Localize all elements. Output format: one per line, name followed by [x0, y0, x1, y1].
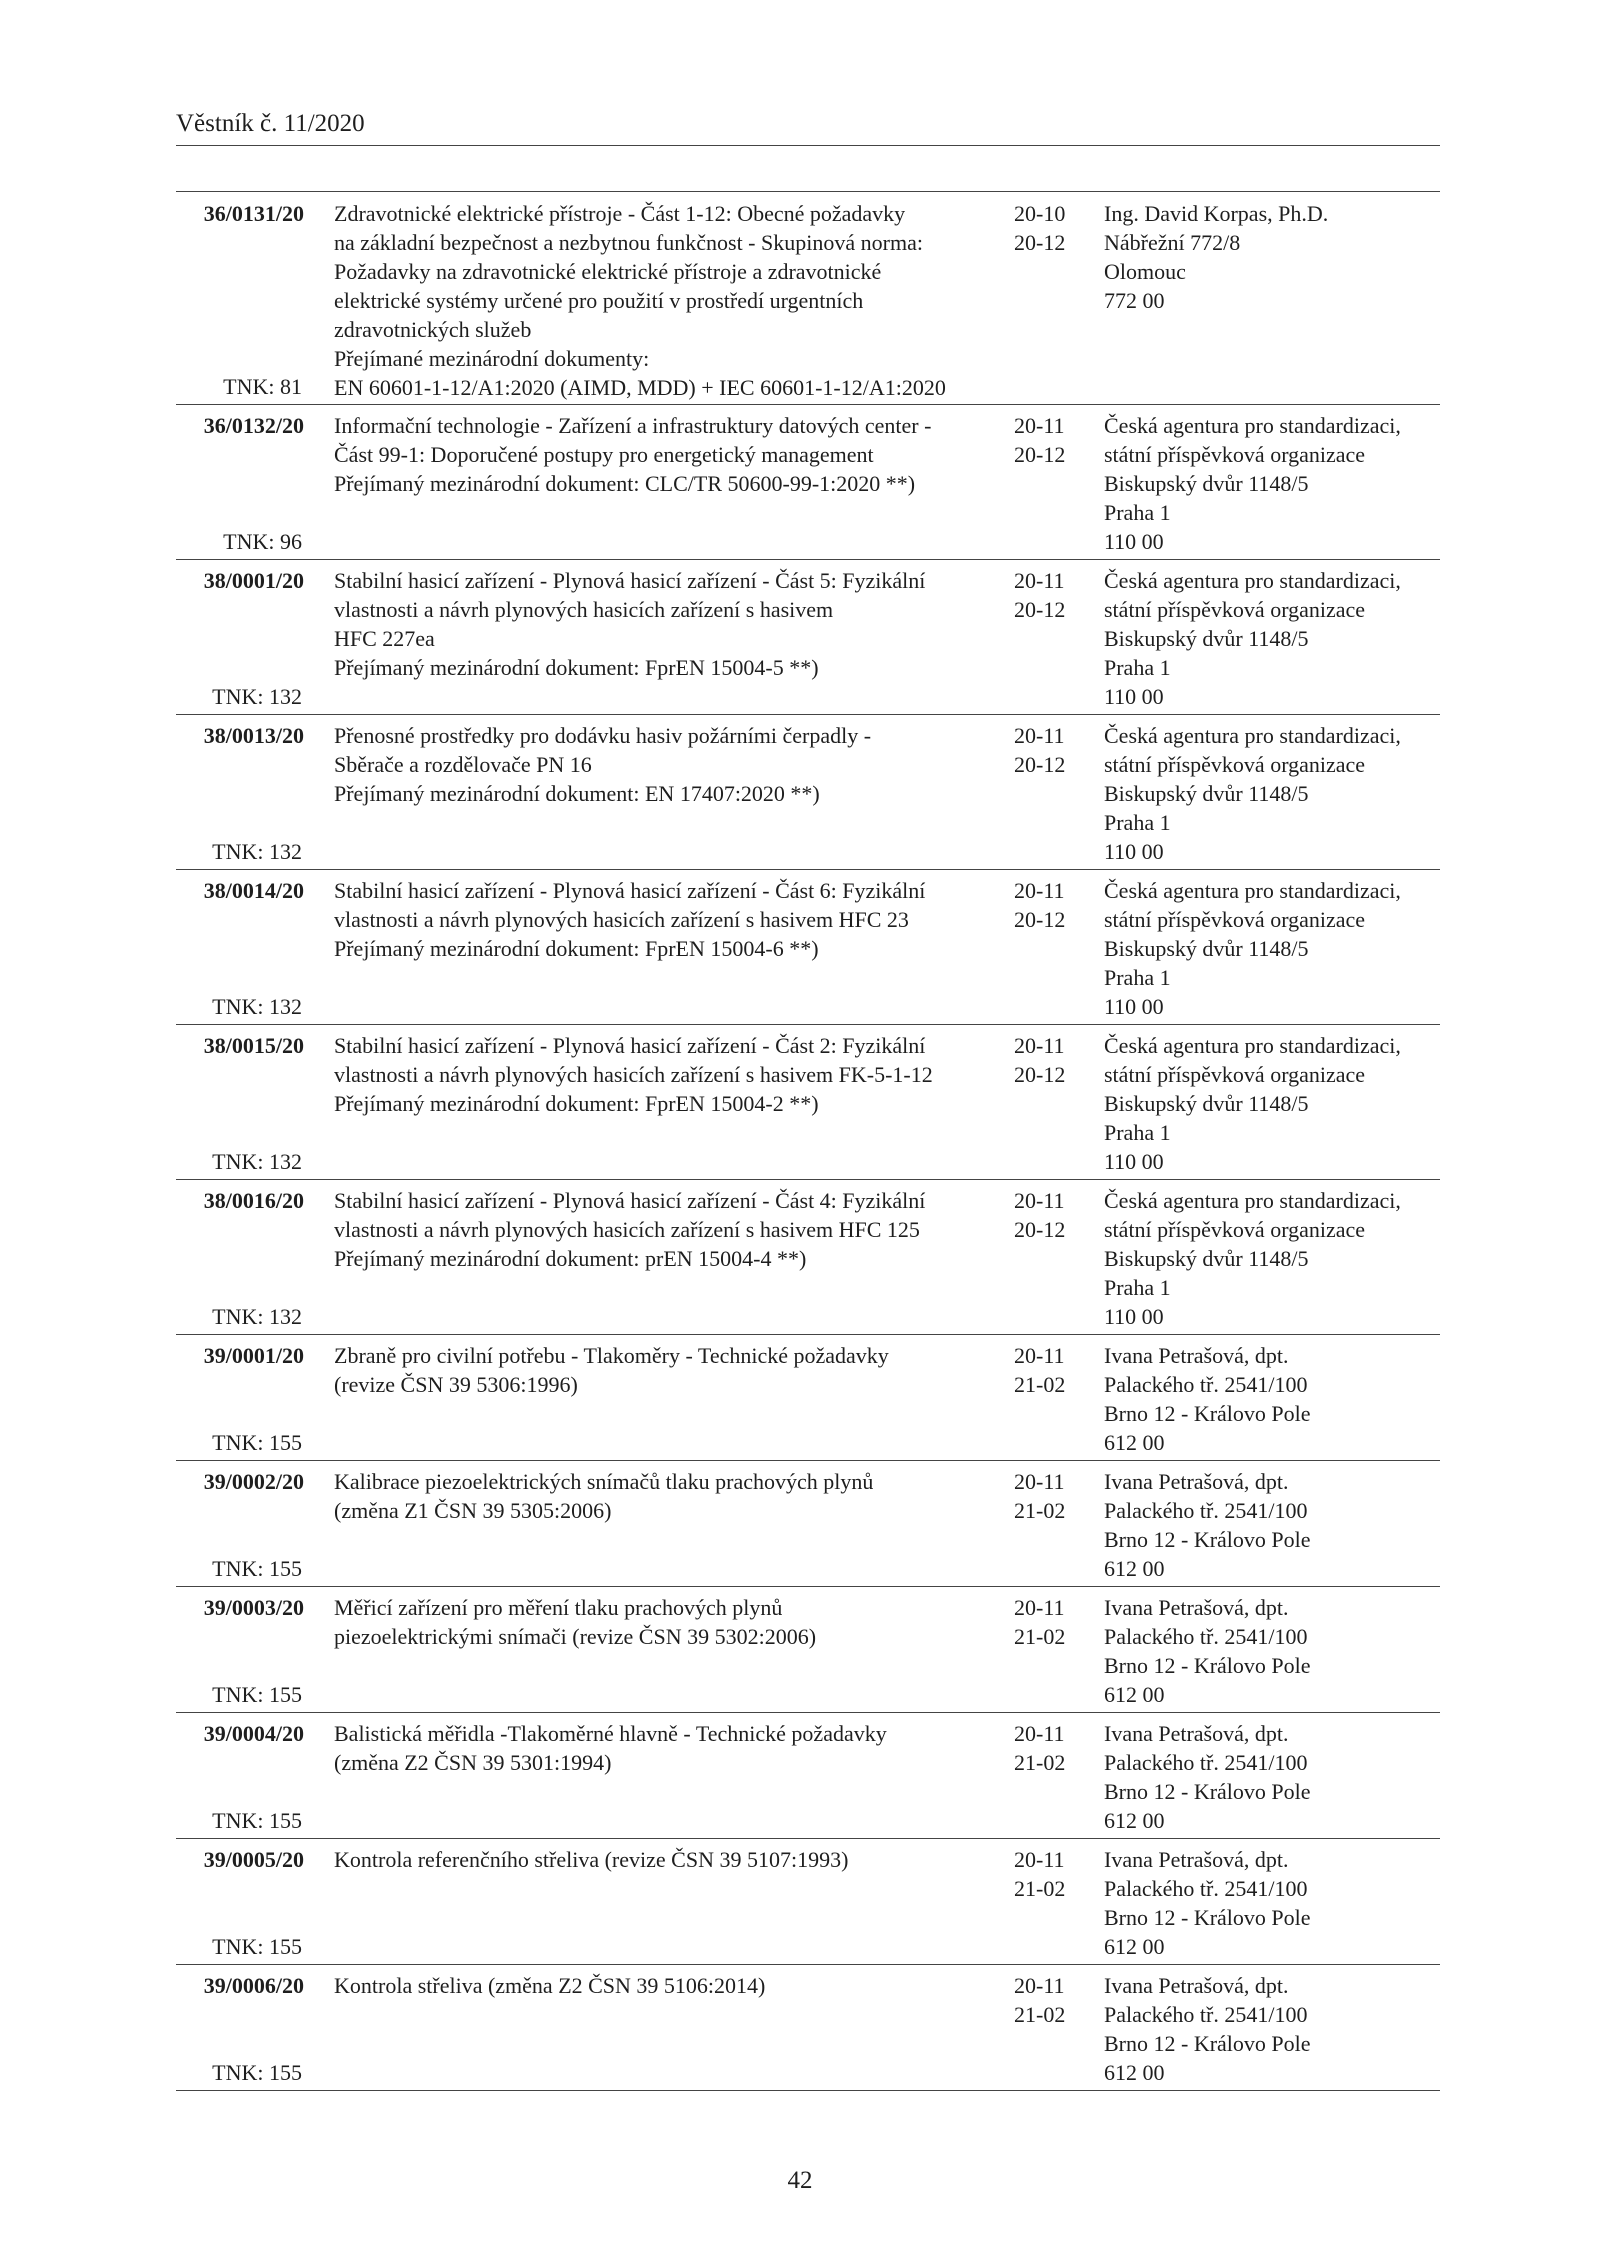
standard-description: [334, 199, 946, 402]
contact-address: [1104, 1719, 1444, 1835]
address-line: Česká agentura pro standardizaci,: [1104, 568, 1401, 593]
description-line: Zdravotnické elektrické přístroje - Část 1-12: Obecné požadavky: [334, 201, 906, 226]
address-line: Biskupský dvůr 1148/5: [1104, 1091, 1309, 1116]
address-line: státní příspěvková organizace: [1104, 907, 1366, 932]
description-line: na základní bezpečnost a nezbytnou funkčnost - Skupinová norma:: [334, 230, 923, 255]
address-line: 612 00: [1104, 1808, 1165, 1833]
address-line: 110 00: [1104, 839, 1164, 864]
date-line: 20-11: [1014, 1343, 1065, 1368]
standard-code: 39/0005/20: [203, 1847, 304, 1872]
address-line: Brno 12 - Královo Pole: [1104, 1779, 1311, 1804]
tnk-number: TNK: 96: [223, 529, 302, 554]
address-line: Ivana Petrašová, dpt.: [1104, 1721, 1289, 1746]
date-line: 21-02: [1014, 1498, 1066, 1523]
description-line: zdravotnických služeb: [334, 317, 532, 342]
standard-description: [334, 1593, 884, 1651]
tnk-number: TNK: 132: [212, 684, 302, 709]
address-line: Ivana Petrašová, dpt.: [1104, 1973, 1289, 1998]
standard-code: 36/0132/20: [203, 413, 304, 438]
comment-dates: [1014, 411, 1084, 469]
tnk-number: TNK: 132: [212, 1149, 302, 1174]
address-line: státní příspěvková organizace: [1104, 1062, 1366, 1087]
description-line: Stabilní hasicí zařízení - Plynová hasicí zařízení - Část 2: Fyzikální: [334, 1033, 926, 1058]
comment-dates: [1014, 199, 1084, 257]
table-row: [176, 193, 1440, 405]
description-line: Přejímané mezinárodní dokumenty:: [334, 346, 650, 371]
date-line: 20-11: [1014, 1847, 1065, 1872]
standard-description: [334, 721, 884, 808]
address-line: Biskupský dvůr 1148/5: [1104, 781, 1309, 806]
address-line: Biskupský dvůr 1148/5: [1104, 471, 1309, 496]
tnk-number: TNK: 155: [212, 1430, 302, 1455]
comment-dates: [1014, 1186, 1084, 1244]
address-line: Praha 1: [1104, 1120, 1171, 1145]
address-line: Palackého tř. 2541/100: [1104, 1750, 1308, 1775]
date-line: 20-12: [1014, 597, 1066, 622]
date-line: 20-11: [1014, 1721, 1065, 1746]
description-line: HFC 227ea: [334, 626, 435, 651]
page-header-title: Věstník č. 11/2020: [176, 110, 365, 137]
description-line: Měřicí zařízení pro měření tlaku prachových plynů: [334, 1595, 783, 1620]
address-line: Brno 12 - Královo Pole: [1104, 1401, 1311, 1426]
standard-code: 39/0004/20: [203, 1721, 304, 1746]
description-line: Přejímaný mezinárodní dokument: CLC/TR 50600-99-1:2020 **): [334, 471, 916, 496]
address-line: Palackého tř. 2541/100: [1104, 2002, 1308, 2027]
standard-description: [334, 1341, 889, 1399]
address-line: Česká agentura pro standardizaci,: [1104, 723, 1401, 748]
tnk-number: TNK: 155: [212, 1682, 302, 1707]
standard-code: 39/0003/20: [203, 1595, 304, 1620]
address-line: Biskupský dvůr 1148/5: [1104, 1246, 1309, 1271]
date-line: 21-02: [1014, 1372, 1066, 1397]
address-line: Olomouc: [1104, 259, 1186, 284]
standard-code: 39/0006/20: [203, 1973, 304, 1998]
description-line: (změna Z2 ČSN 39 5301:1994): [334, 1750, 612, 1775]
description-line: Část 99-1: Doporučené postupy pro energetický management: [334, 442, 874, 467]
description-line: vlastnosti a návrh plynových hasicích zařízení s hasivem HFC 125: [334, 1217, 920, 1242]
address-line: Ivana Petrašová, dpt.: [1104, 1469, 1289, 1494]
description-line: Přejímaný mezinárodní dokument: prEN 15004-4 **): [334, 1246, 807, 1271]
standard-code: 36/0131/20: [203, 201, 304, 226]
tnk-number: TNK: 81: [223, 374, 302, 399]
address-line: Ing. David Korpas, Ph.D.: [1104, 201, 1329, 226]
address-line: Ivana Petrašová, dpt.: [1104, 1847, 1289, 1872]
tnk-number: TNK: 155: [212, 1556, 302, 1581]
standard-description: [334, 1031, 933, 1118]
address-line: 110 00: [1104, 994, 1164, 1019]
date-line: 20-11: [1014, 723, 1065, 748]
date-line: 20-11: [1014, 1595, 1065, 1620]
date-line: 20-12: [1014, 1217, 1066, 1242]
tnk-number: TNK: 132: [212, 1304, 302, 1329]
standard-description: [334, 1971, 884, 2000]
address-line: 110 00: [1104, 1304, 1164, 1329]
date-line: 20-12: [1014, 1062, 1066, 1087]
description-line: Stabilní hasicí zařízení - Plynová hasicí zařízení - Část 4: Fyzikální: [334, 1188, 926, 1213]
table-top-rule: [176, 191, 1440, 192]
address-line: státní příspěvková organizace: [1104, 1217, 1366, 1242]
address-line: Česká agentura pro standardizaci,: [1104, 878, 1401, 903]
address-line: Biskupský dvůr 1148/5: [1104, 626, 1309, 651]
comment-dates: [1014, 876, 1084, 934]
standard-code: 38/0001/20: [203, 568, 304, 593]
header-rule: [176, 145, 1440, 146]
description-line: Přejímaný mezinárodní dokument: FprEN 15004-6 **): [334, 936, 819, 961]
address-line: 612 00: [1104, 2060, 1165, 2085]
standard-code: 38/0015/20: [203, 1033, 304, 1058]
tnk-number: TNK: 155: [212, 2060, 302, 2085]
date-line: 20-11: [1014, 568, 1065, 593]
description-line: Stabilní hasicí zařízení - Plynová hasicí zařízení - Část 6: Fyzikální: [334, 878, 926, 903]
date-line: 21-02: [1014, 1876, 1066, 1901]
description-line: Přejímaný mezinárodní dokument: EN 17407:2020 **): [334, 781, 820, 806]
address-line: Brno 12 - Královo Pole: [1104, 2031, 1311, 2056]
description-line: piezoelektrickými snímači (revize ČSN 39 5302:2006): [334, 1624, 817, 1649]
page-number: 42: [787, 2167, 813, 2194]
address-line: Praha 1: [1104, 810, 1171, 835]
standard-description: [334, 876, 926, 963]
date-line: 21-02: [1014, 1624, 1066, 1649]
comment-dates: [1014, 1467, 1084, 1525]
description-line: Požadavky na zdravotnické elektrické přístroje a zdravotnické: [334, 259, 882, 284]
date-line: 21-02: [1014, 2002, 1066, 2027]
address-line: Česká agentura pro standardizaci,: [1104, 1188, 1401, 1213]
table-row: [176, 1180, 1440, 1335]
address-line: Palackého tř. 2541/100: [1104, 1624, 1308, 1649]
comment-dates: [1014, 721, 1084, 779]
address-line: 110 00: [1104, 1149, 1164, 1174]
address-line: Ivana Petrašová, dpt.: [1104, 1595, 1289, 1620]
description-line: EN 60601-1-12/A1:2020 (AIMD, MDD) + IEC 60601-1-12/A1:2020: [334, 375, 946, 400]
table-row: [176, 1713, 1440, 1839]
table-row: [176, 870, 1440, 1025]
contact-address: [1104, 721, 1444, 866]
table-row: [176, 1025, 1440, 1180]
address-line: státní příspěvková organizace: [1104, 442, 1366, 467]
comment-dates: [1014, 1341, 1084, 1399]
address-line: Nábřežní 772/8: [1104, 230, 1241, 255]
address-line: 612 00: [1104, 1682, 1165, 1707]
date-line: 20-11: [1014, 1033, 1065, 1058]
description-line: Přenosné prostředky pro dodávku hasiv požárními čerpadly -: [334, 723, 872, 748]
description-line: vlastnosti a návrh plynových hasicích zařízení s hasivem: [334, 597, 834, 622]
comment-dates: [1014, 566, 1084, 624]
contact-address: [1104, 1186, 1444, 1331]
date-line: 21-02: [1014, 1750, 1066, 1775]
description-line: Kalibrace piezoelektrických snímačů tlaku prachových plynů: [334, 1469, 874, 1494]
address-line: Praha 1: [1104, 500, 1171, 525]
address-line: 612 00: [1104, 1934, 1165, 1959]
description-line: elektrické systémy určené pro použití v prostředí urgentních: [334, 288, 864, 313]
address-line: Palackého tř. 2541/100: [1104, 1876, 1308, 1901]
tnk-number: TNK: 132: [212, 839, 302, 864]
description-line: Přejímaný mezinárodní dokument: FprEN 15004-5 **): [334, 655, 819, 680]
address-line: Palackého tř. 2541/100: [1104, 1498, 1308, 1523]
contact-address: [1104, 199, 1444, 315]
table-row: [176, 1587, 1440, 1713]
description-line: Sběrače a rozdělovače PN 16: [334, 752, 592, 777]
contact-address: [1104, 1845, 1444, 1961]
date-line: 20-10: [1014, 201, 1066, 226]
address-line: státní příspěvková organizace: [1104, 752, 1366, 777]
comment-dates: [1014, 1719, 1084, 1777]
address-line: Česká agentura pro standardizaci,: [1104, 413, 1401, 438]
contact-address: [1104, 1467, 1444, 1583]
contact-address: [1104, 566, 1444, 711]
address-line: 612 00: [1104, 1556, 1165, 1581]
tnk-number: TNK: 155: [212, 1934, 302, 1959]
date-line: 20-11: [1014, 413, 1065, 438]
description-line: (revize ČSN 39 5306:1996): [334, 1372, 578, 1397]
contact-address: [1104, 1341, 1444, 1457]
contact-address: [1104, 1971, 1444, 2087]
address-line: Ivana Petrašová, dpt.: [1104, 1343, 1289, 1368]
description-line: Přejímaný mezinárodní dokument: FprEN 15004-2 **): [334, 1091, 819, 1116]
date-line: 20-11: [1014, 1188, 1065, 1213]
standard-description: [334, 1186, 926, 1273]
address-line: Biskupský dvůr 1148/5: [1104, 936, 1309, 961]
comment-dates: [1014, 1031, 1084, 1089]
table-row: [176, 405, 1440, 560]
standard-code: 39/0002/20: [203, 1469, 304, 1494]
address-line: Brno 12 - Královo Pole: [1104, 1905, 1311, 1930]
date-line: 20-12: [1014, 442, 1066, 467]
standard-code: 38/0016/20: [203, 1188, 304, 1213]
table-row: [176, 715, 1440, 870]
description-line: Kontrola střeliva (změna Z2 ČSN 39 5106:2014): [334, 1973, 766, 1998]
address-line: Praha 1: [1104, 965, 1171, 990]
address-line: 110 00: [1104, 529, 1164, 554]
description-line: Balistická měřidla -Tlakoměrné hlavně - Technické požadavky: [334, 1721, 887, 1746]
comment-dates: [1014, 1593, 1084, 1651]
address-line: 612 00: [1104, 1430, 1165, 1455]
tnk-number: TNK: 132: [212, 994, 302, 1019]
comment-dates: [1014, 1971, 1084, 2029]
date-line: 20-11: [1014, 1469, 1065, 1494]
contact-address: [1104, 411, 1444, 556]
standard-description: [334, 1719, 887, 1777]
date-line: 20-11: [1014, 878, 1065, 903]
table-row: [176, 560, 1440, 715]
standard-code: 38/0013/20: [203, 723, 304, 748]
date-line: 20-12: [1014, 752, 1066, 777]
description-line: Kontrola referenčního střeliva (revize ČSN 39 5107:1993): [334, 1847, 849, 1872]
description-line: vlastnosti a návrh plynových hasicích zařízení s hasivem FK-5-1-12: [334, 1062, 933, 1087]
address-line: Brno 12 - Královo Pole: [1104, 1527, 1311, 1552]
standard-code: 38/0014/20: [203, 878, 304, 903]
standard-description: [334, 411, 932, 498]
address-line: Praha 1: [1104, 1275, 1171, 1300]
standard-code: 39/0001/20: [203, 1343, 304, 1368]
comment-dates: [1014, 1845, 1084, 1903]
date-line: 20-12: [1014, 907, 1066, 932]
address-line: 772 00: [1104, 288, 1165, 313]
date-line: 20-12: [1014, 230, 1066, 255]
contact-address: [1104, 1031, 1444, 1176]
address-line: Brno 12 - Královo Pole: [1104, 1653, 1311, 1678]
description-line: (změna Z1 ČSN 39 5305:2006): [334, 1498, 612, 1523]
tnk-number: TNK: 155: [212, 1808, 302, 1833]
standard-description: [334, 566, 926, 682]
contact-address: [1104, 876, 1444, 1021]
description-line: Zbraně pro civilní potřebu - Tlakoměry - Technické požadavky: [334, 1343, 889, 1368]
table-row: [176, 1965, 1440, 2091]
table-row: [176, 1839, 1440, 1965]
description-line: Informační technologie - Zařízení a infrastruktury datových center -: [334, 413, 932, 438]
date-line: 20-11: [1014, 1973, 1065, 1998]
address-line: Česká agentura pro standardizaci,: [1104, 1033, 1401, 1058]
address-line: 110 00: [1104, 684, 1164, 709]
table-row: [176, 1461, 1440, 1587]
address-line: Praha 1: [1104, 655, 1171, 680]
table-row: [176, 1335, 1440, 1461]
address-line: Palackého tř. 2541/100: [1104, 1372, 1308, 1397]
standards-table: [176, 193, 1440, 2091]
address-line: státní příspěvková organizace: [1104, 597, 1366, 622]
contact-address: [1104, 1593, 1444, 1709]
standard-description: [334, 1467, 884, 1525]
description-line: vlastnosti a návrh plynových hasicích zařízení s hasivem HFC 23: [334, 907, 909, 932]
standard-description: [334, 1845, 884, 1874]
description-line: Stabilní hasicí zařízení - Plynová hasicí zařízení - Část 5: Fyzikální: [334, 568, 926, 593]
